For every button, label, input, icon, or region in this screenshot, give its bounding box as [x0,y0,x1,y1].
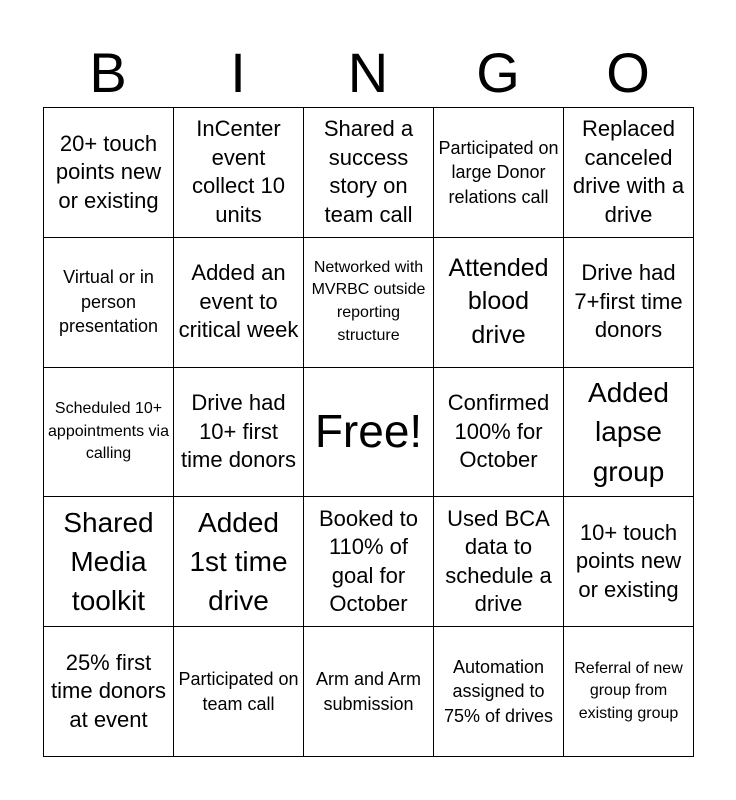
header-letter-n: N [347,41,389,104]
bingo-cell[interactable]: Referral of new group from existing group [564,627,694,757]
bingo-cell[interactable]: 10+ touch points new or existing [564,497,694,627]
board-row [44,497,694,627]
bingo-cell[interactable]: Drive had 7+first time donors [564,237,694,367]
bingo-cell[interactable]: Used BCA data to schedule a drive [434,497,564,627]
bingo-cell[interactable]: Participated on large Donor relations call [434,108,564,238]
bingo-cell[interactable]: Participated on team call [174,627,304,757]
bingo-cell[interactable]: Drive had 10+ first time donors [174,367,304,497]
bingo-cell[interactable]: Scheduled 10+ appointments via calling [44,367,174,497]
bingo-header [43,40,693,106]
board-row [44,367,694,497]
bingo-cell[interactable]: Arm and Arm submission [304,627,434,757]
bingo-cell[interactable]: 20+ touch points new or existing [44,108,174,238]
bingo-cell[interactable]: 25% first time donors at event [44,627,174,757]
bingo-cell[interactable]: Added 1st time drive [174,497,304,627]
bingo-cell[interactable]: InCenter event collect 10 units [174,108,304,238]
bingo-cell[interactable]: Replaced canceled drive with a drive [564,108,694,238]
bingo-cell[interactable]: Networked with MVRBC outside reporting structure [304,237,434,367]
board-row [44,108,694,238]
header-letter-i: I [230,41,246,104]
header-letter-g: G [476,41,520,104]
bingo-cell[interactable]: Booked to 110% of goal for October [304,497,434,627]
bingo-board [43,107,694,757]
bingo-cell[interactable]: Added an event to critical week [174,237,304,367]
bingo-cell[interactable]: Attended blood drive [434,237,564,367]
bingo-cell[interactable]: Shared Media toolkit [44,497,174,627]
header-letter-b: B [89,41,127,104]
bingo-cell[interactable]: Shared a success story on team call [304,108,434,238]
free-space-cell[interactable]: Free! [304,367,434,497]
bingo-cell[interactable]: Automation assigned to 75% of drives [434,627,564,757]
board-row [44,627,694,757]
bingo-cell[interactable]: Virtual or in person presentation [44,237,174,367]
header-letter-o: O [606,41,650,104]
bingo-cell[interactable]: Confirmed 100% for October [434,367,564,497]
bingo-cell[interactable]: Added lapse group [564,367,694,497]
board-row [44,237,694,367]
